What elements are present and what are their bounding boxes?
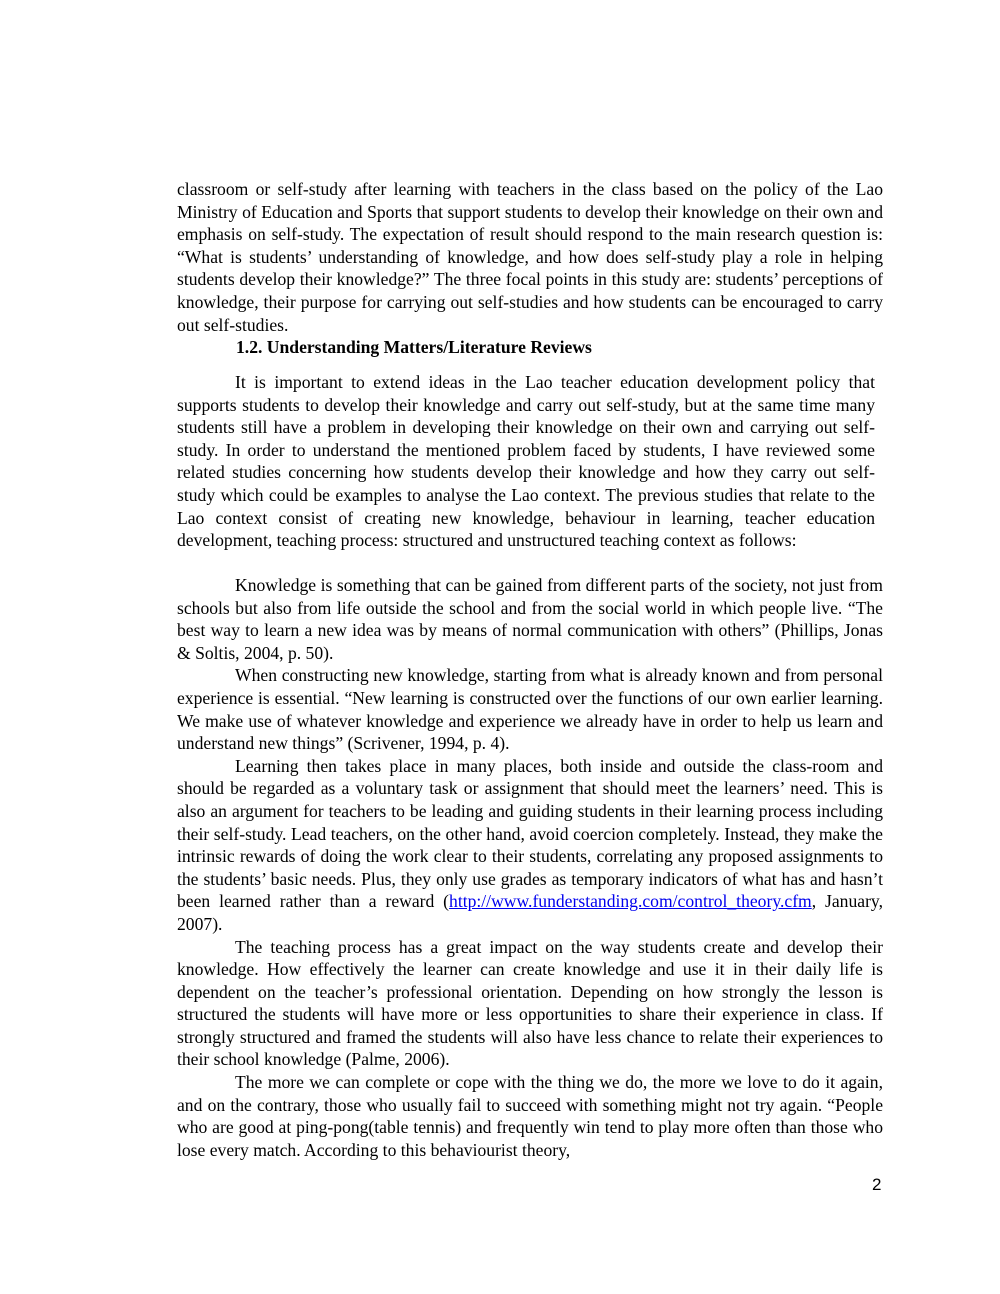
paragraph-learning-citation: , January, 2007). bbox=[177, 891, 883, 934]
page-number: 2 bbox=[872, 1175, 882, 1194]
paragraph-continuation: classroom or self-study after learning with teachers in the class based on the policy of the Lao Ministry of Education and Sports that support students to develop their knowledge on their own and emphasis on self-study. The expectation of result should respond to the main research question is: “What is students’ understanding of knowledge, and how does self-study play a role in helping students develop their knowledge?” The three focal points in this study are: students’ perceptions of knowledge, their purpose for carrying out self-studies and how students can be encouraged to carry out self-studies. bbox=[177, 179, 883, 335]
paragraph-teaching-process: The teaching process has a great impact on the way students create and develop their knowledge. How effectively the learner can create knowledge and use it in their daily life is dependent on the teacher’s professional orientation. Depending on how strongly the lesson is structured the students will have more or less opportunities to share their experience in class. If strongly structured and framed the students will also have less chance to relate their experiences to their school knowledge (Palme, 2006). bbox=[177, 936, 883, 1070]
literature-intro-paragraph bbox=[177, 371, 875, 552]
literature-body bbox=[177, 574, 883, 1161]
paragraph-behaviourist: The more we can complete or cope with the thing we do, the more we love to do it again, and on the contrary, those who usually fail to succeed with something might not try again. “People who are good at ping-pong(table tennis) and frequently win tend to play more often than those who lose every match. According to this behaviourist theory, bbox=[177, 1072, 883, 1160]
intro-paragraph bbox=[177, 178, 883, 336]
paragraph-constructing-knowledge: When constructing new knowledge, starting from what is already known and from personal experience is essential. “New learning is constructed over the functions of our own earlier learning. We make use of whatever knowledge and experience we already have in order to help us learn and understand new things” (Scrivener, 1994, p. 4). bbox=[177, 665, 883, 754]
paragraph-knowledge: Knowledge is something that can be gained from different parts of the society, not just from schools but also from life outside the school and from the social world in which people live. “The best way to learn a new idea was by means of normal communication with others” (Phillips, Jonas & Soltis, 2004, p. 50). bbox=[177, 575, 883, 663]
paragraph-learning-text: Learning then takes place in many places, both inside and outside the class-room and should be regarded as a voluntary task or assignment that should meet the learners’ need. This is also an argument for teachers to be leading and guiding students in their learning process including their self-study. Lead teachers, on the other hand, avoid coercion completely. Instead, they make the intrinsic rewards of doing the work clear to their students, correlating any proposed assignments to the students’ basic needs. Plus, they only use grades as temporary indicators of what has and hasn’t been learned rather than a reward ( bbox=[177, 755, 883, 912]
paragraph-learning-places bbox=[177, 755, 883, 936]
funderstanding-link[interactable]: http://www.funderstanding.com/control_theory.cfm bbox=[449, 891, 812, 912]
paragraph-literature-intro: It is important to extend ideas in the Lao teacher education development policy that supports students to develop their knowledge and carry out self-study, but at the same time many students still have a problem in developing their knowledge on their own and carrying out self-study. In order to understand the mentioned problem faced by students, I have reviewed some related studies concerning how students develop their knowledge and how they carry out self-study which could be examples to analyse the Lao context. The previous studies that relate to the Lao context consist of creating new knowledge, behaviour in learning, teacher education development, teaching process: structured and unstructured teaching context as follows: bbox=[177, 372, 875, 551]
section-heading: 1.2. Understanding Matters/Literature Reviews bbox=[236, 337, 592, 357]
